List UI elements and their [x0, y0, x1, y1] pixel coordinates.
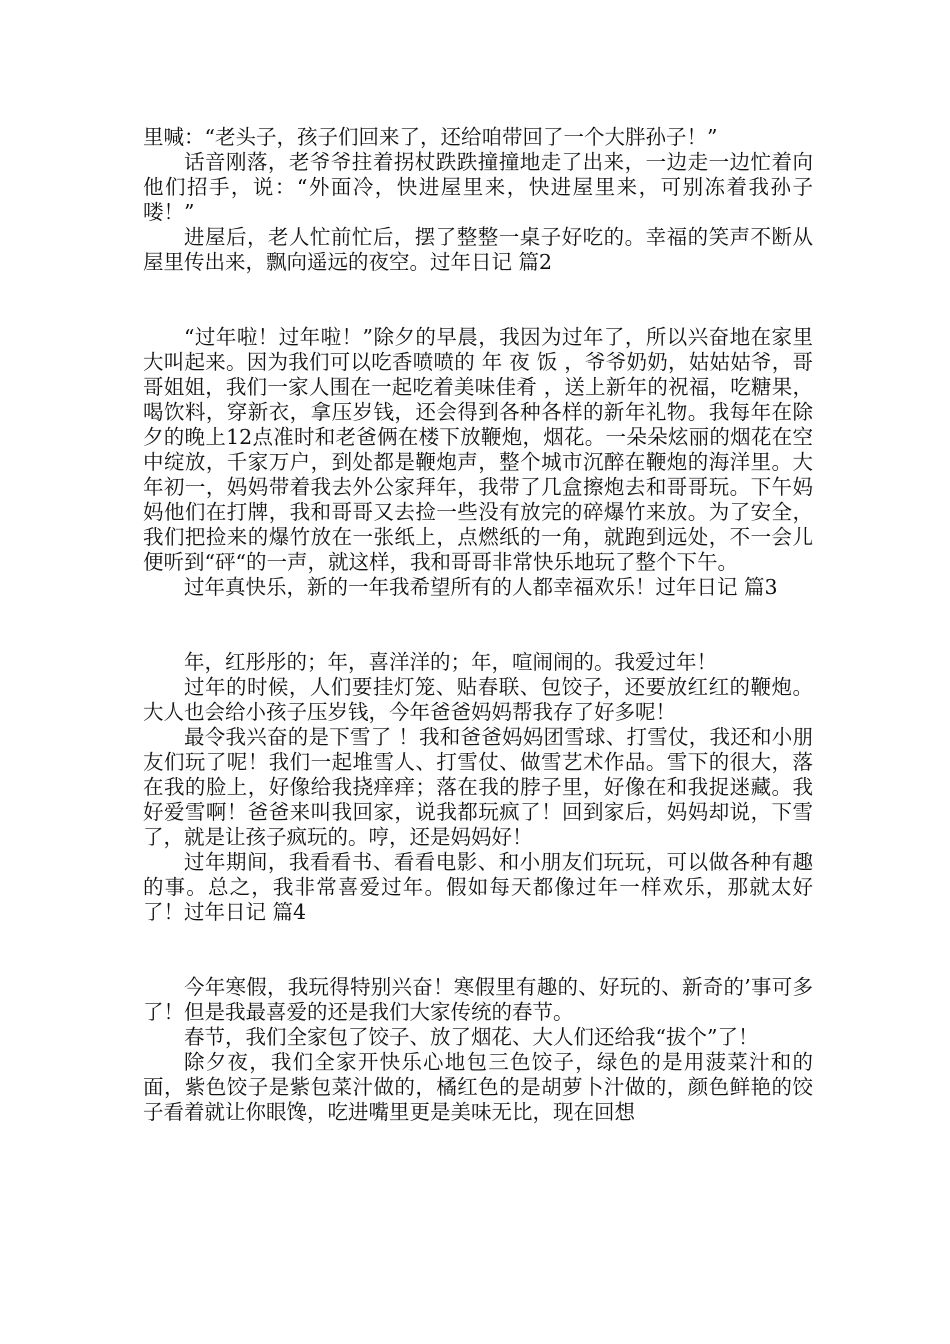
- paragraph-6: 年，红彤彤的；年，喜洋洋的；年，喧闹闹的。我爱过年！: [184, 650, 717, 674]
- paragraph-2: 话音刚落，老爷爷拄着拐杖跌跌撞撞地走了出来，一边走一边忙着向他们招手，说：“外面冷，快进屋里来，快进屋里来，可别冻着我孙子喽！”: [143, 150, 813, 224]
- paragraph-4: “过年啦！过年啦！”除夕的早晨，我因为过年了，所以兴奋地在家里大叫起来。因为我们可以吃香喷喷的 年 夜 饭 ，爷爷奶奶，姑姑姑爷，哥哥姐姐，我们一家人围在一起吃着美味佳肴 ，送上新年的祝福，吃糖果，喝饮料，穿新衣，拿压岁钱，还会得到各种各样的新年礼物。我每年在除夕的晚上12点准时和老爸俩在楼下放鞭炮，烟花。一朵朵炫丽的烟花在空中绽放，千家万户，到处都是鞭炮声，整个城市沉醉在鞭炮的海洋里。大年初一，妈妈带着我去外公家拜年，我带了几盒擦炮去和哥哥玩。下午妈妈他们在打牌，我和哥哥又去捡一些没有放完的碎爆竹来放。为了安全，我们把捡来的爆竹放在一张纸上，点燃纸的一角，就跑到远处，不一会儿便听到“砰“的一声，就这样，我和哥哥非常快乐地玩了整个下午。: [143, 325, 813, 574]
- section-gap: [143, 275, 813, 325]
- paragraph-8: 最令我兴奋的是下雪了 ！我和爸爸妈妈团雪球、打雪仗，我还和小朋友们玩了呢！我们一起堆雪人、打雪仗、做雪艺术作品。雪下的很大，落在我的脸上，好像给我挠痒痒；落在我的脖子里，好像在和我捉迷藏。我好爱雪啊！爸爸来叫我回家，说我都玩疯了！回到家后，妈妈却说，下雪了，就是让孩子疯玩的。哼，还是妈妈好！: [143, 725, 813, 849]
- paragraph-12: 除夕夜，我们全家开快乐心地包三色饺子，绿色的是用菠菜汁和的面，紫色饺子是紫包菜汁做的，橘红色的是胡萝卜汁做的，颜色鲜艳的饺子看着就让你眼馋，吃进嘴里更是美味无比，现在回想: [143, 1050, 813, 1124]
- document-body: [143, 125, 813, 1125]
- paragraph-1: 里喊：“老头子，孩子们回来了，还给咱带回了一个大胖孙子！”: [143, 125, 718, 149]
- paragraph-9: 过年期间，我看看书、看看电影、和小朋友们玩玩，可以做各种有趣的事。总之，我非常喜爱过年。假如每天都像过年一样欢乐，那就太好了！过年日记 篇4: [143, 850, 813, 924]
- paragraph-10: 今年寒假，我玩得特别兴奋！寒假里有趣的、好玩的、新奇的’事可多了！但是我最喜爱的还是我们大家传统的春节。: [143, 975, 813, 1024]
- section-gap: [143, 600, 813, 650]
- paragraph-3: 进屋后，老人忙前忙后，摆了整整一桌子好吃的。幸福的笑声不断从屋里传出来，飘向遥远的夜空。过年日记 篇2: [143, 225, 813, 274]
- paragraph-7: 过年的时候，人们要挂灯笼、贴春联、包饺子，还要放红红的鞭炮。大人也会给小孩子压岁钱，今年爸爸妈妈帮我存了好多呢！: [143, 675, 813, 724]
- paragraph-5: 过年真快乐，新的一年我希望所有的人都幸福欢乐！过年日记 篇3: [184, 575, 778, 599]
- paragraph-11: 春节，我们全家包了饺子、放了烟花、大人们还给我“拔个”了！: [184, 1025, 759, 1049]
- section-gap: [143, 925, 813, 975]
